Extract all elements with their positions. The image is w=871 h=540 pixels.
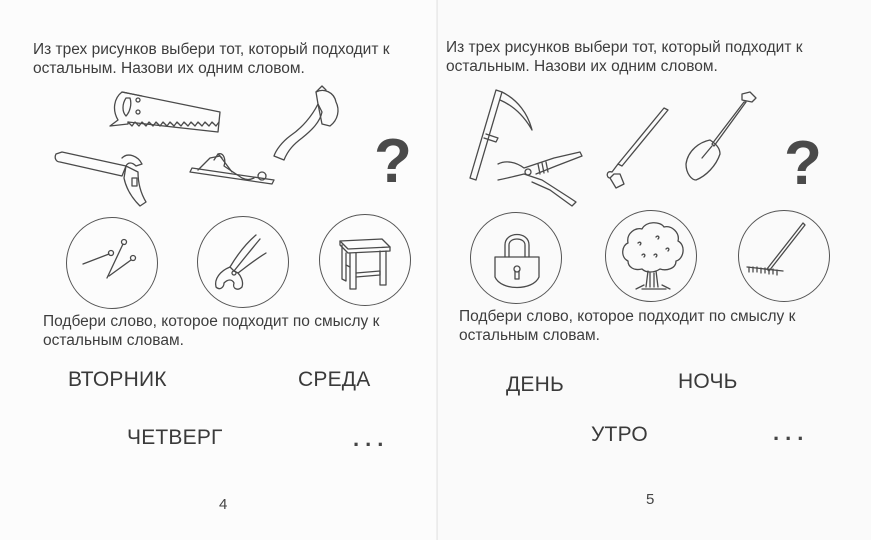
word-morning: УТРО bbox=[591, 423, 648, 446]
stool-icon bbox=[320, 215, 412, 307]
instruction-line: Из трех рисунков выбери тот, который подходит к bbox=[446, 39, 803, 56]
instruction-line: остальным. Назови их одним словом. bbox=[33, 60, 305, 77]
task2-instruction bbox=[43, 312, 453, 350]
page-number: 4 bbox=[219, 496, 228, 513]
option-rake[interactable] bbox=[738, 210, 830, 302]
instruction-line: остальным. Назови их одним словом. bbox=[446, 58, 718, 75]
word-tuesday: ВТОРНИК bbox=[68, 368, 167, 391]
nails-icon bbox=[67, 218, 159, 310]
question-mark: ? bbox=[374, 127, 412, 196]
word-night: НОЧЬ bbox=[678, 370, 738, 393]
task2-instruction bbox=[459, 307, 869, 345]
instruction-line: Подбери слово, которое подходит по смыслу к bbox=[459, 308, 796, 325]
instruction-line: остальным словам. bbox=[43, 332, 184, 349]
saw-icon bbox=[108, 88, 228, 138]
shovel-icon bbox=[680, 88, 760, 184]
tree-icon bbox=[606, 211, 698, 303]
word-wednesday: СРЕДА bbox=[298, 368, 371, 391]
page-number: 5 bbox=[646, 491, 655, 508]
blank-placeholder: ... bbox=[353, 426, 390, 451]
task1-instruction bbox=[446, 38, 856, 76]
right-page bbox=[438, 0, 871, 540]
rake-icon bbox=[739, 211, 831, 303]
option-pliers[interactable] bbox=[197, 216, 289, 308]
word-thursday: ЧЕТВЕРГ bbox=[127, 426, 223, 449]
blank-placeholder: ... bbox=[773, 420, 810, 445]
hammer-icon bbox=[52, 148, 152, 210]
task1-instruction bbox=[33, 40, 443, 78]
instruction-line: Подбери слово, которое подходит по смыслу к bbox=[43, 313, 380, 330]
option-padlock[interactable] bbox=[470, 212, 562, 304]
padlock-icon bbox=[471, 213, 563, 305]
pliers-icon bbox=[198, 217, 290, 309]
option-tree[interactable] bbox=[605, 210, 697, 302]
pruning-shears-icon bbox=[494, 150, 594, 210]
hoe-icon bbox=[590, 108, 670, 188]
word-day: ДЕНЬ bbox=[506, 373, 564, 396]
instruction-line: остальным словам. bbox=[459, 327, 600, 344]
instruction-line: Из трех рисунков выбери тот, который подходит к bbox=[33, 41, 390, 58]
option-stool[interactable] bbox=[319, 214, 411, 306]
question-mark: ? bbox=[784, 129, 822, 198]
option-nails[interactable] bbox=[66, 217, 158, 309]
plane-icon bbox=[188, 150, 284, 190]
